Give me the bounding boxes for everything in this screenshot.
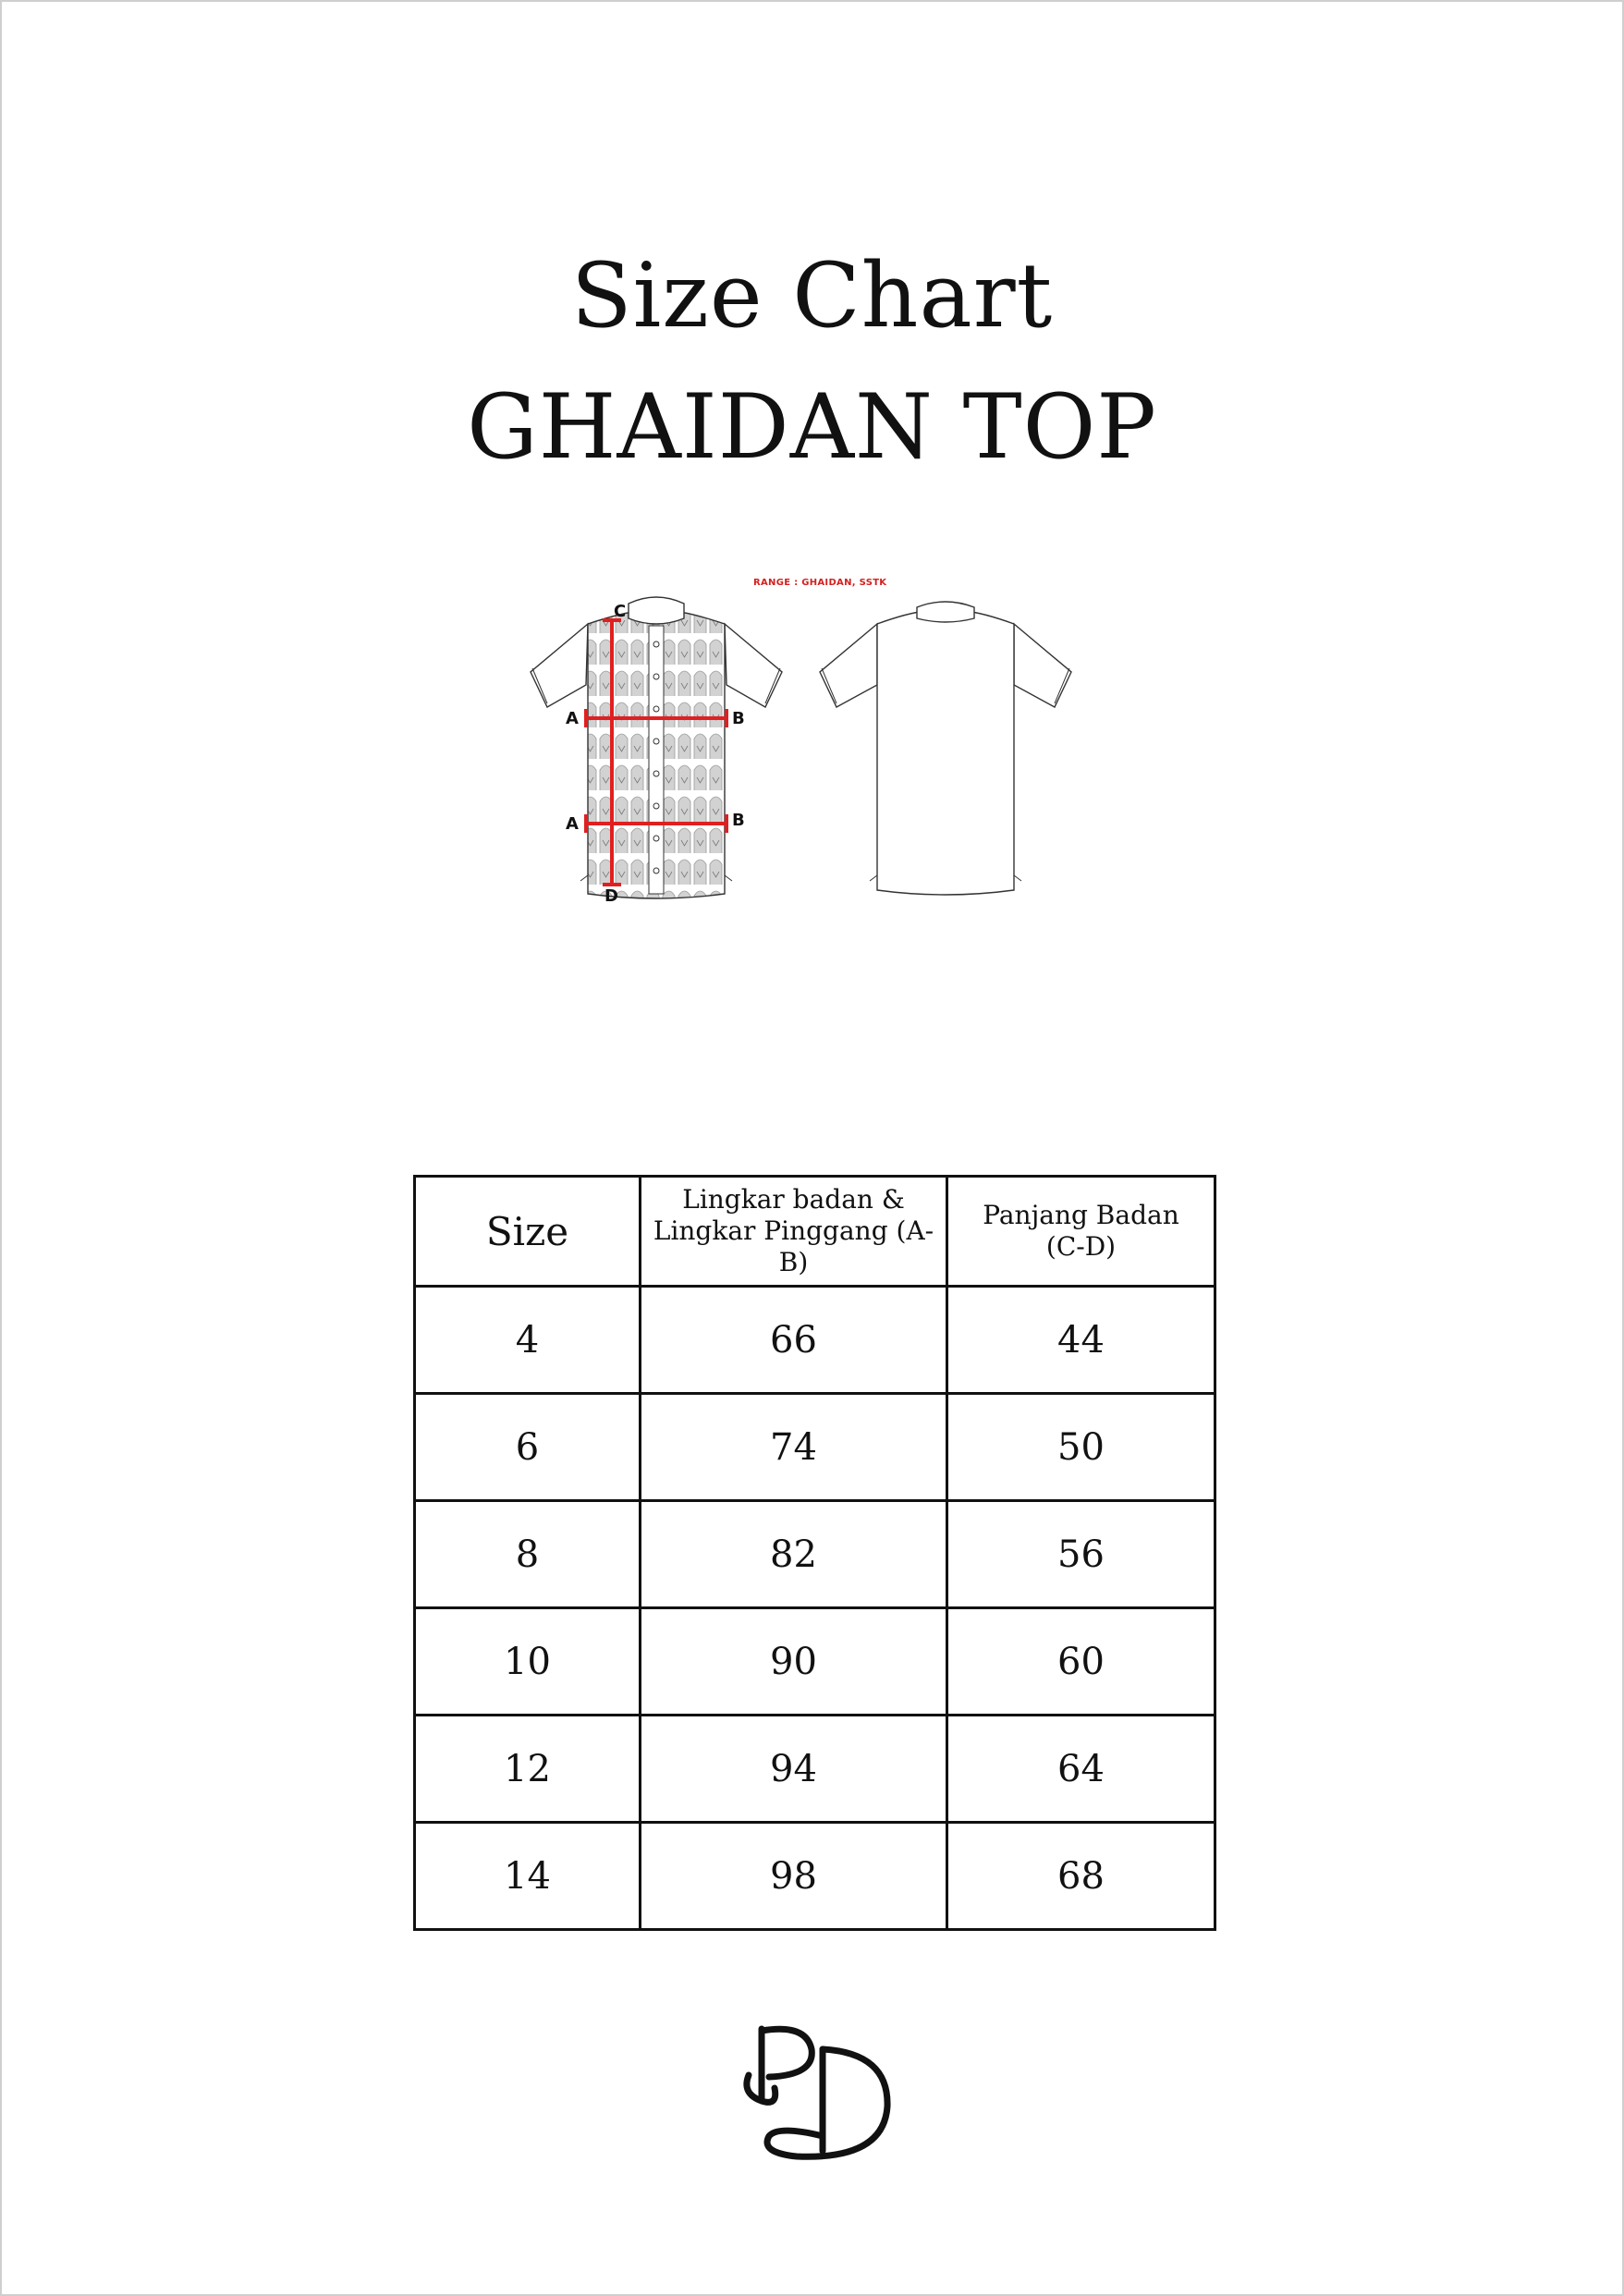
garment-diagram [519,570,1120,922]
cell-panjang: 50 [947,1394,1215,1501]
marker-a-upper: A [566,709,579,728]
cell-lingkar: 66 [641,1287,947,1394]
marker-b-upper: B [732,709,745,728]
back-view [820,602,1071,895]
cell-lingkar: 74 [641,1394,947,1501]
table-row [415,1394,1215,1501]
page-title: Size Chart [570,244,1054,348]
cell-panjang: 64 [947,1716,1215,1823]
size-chart-table [413,1175,1216,1931]
header-lingkar [641,1177,947,1287]
cell-size: 8 [415,1501,641,1608]
header-panjang-line-1: Panjang Badan [983,1199,1179,1230]
table-row [415,1501,1215,1608]
cell-lingkar: 82 [641,1501,947,1608]
brand-logo [741,2021,898,2169]
table-row [415,1287,1215,1394]
product-name: GHAIDAN TOP [467,375,1157,479]
cell-size: 6 [415,1394,641,1501]
cell-lingkar: 90 [641,1608,947,1716]
marker-d: D [604,886,618,906]
header-panjang-line-2: (C-D) [1045,1231,1117,1262]
cell-size: 4 [415,1287,641,1394]
cell-size: 10 [415,1608,641,1716]
cell-panjang: 68 [947,1823,1215,1930]
cell-lingkar: 94 [641,1716,947,1823]
header-panjang [947,1177,1215,1287]
table-row [415,1716,1215,1823]
cell-panjang: 56 [947,1501,1215,1608]
cell-size: 12 [415,1716,641,1823]
range-label: RANGE : GHAIDAN, SSTK [753,578,887,588]
table-header-row [415,1177,1215,1287]
marker-b-lower: B [732,811,745,830]
cell-panjang: 44 [947,1287,1215,1394]
front-view [531,597,782,906]
cell-panjang: 60 [947,1608,1215,1716]
cell-lingkar: 98 [641,1823,947,1930]
cell-size: 14 [415,1823,641,1930]
header-lingkar-line-1: Lingkar badan & [682,1183,905,1215]
table-row [415,1608,1215,1716]
marker-c: C [614,602,627,621]
marker-a-lower: A [566,814,579,834]
header-lingkar-line-2: Lingkar Pinggang (A-B) [653,1215,934,1278]
header-size: Size [415,1177,641,1287]
table-row [415,1823,1215,1930]
